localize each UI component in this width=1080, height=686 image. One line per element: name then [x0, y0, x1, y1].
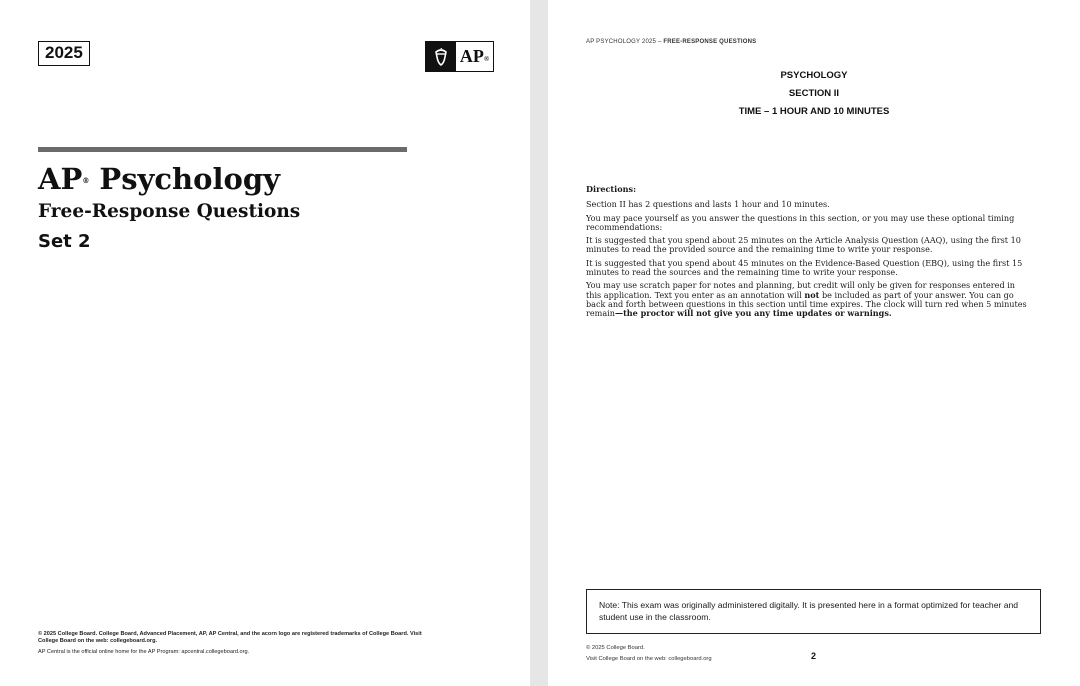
directions-label: Directions: — [586, 184, 637, 194]
directions-paragraph: Section II has 2 questions and lasts 1 hour and 10 minutes. — [586, 199, 830, 210]
directions-paragraph: It is suggested that you spend about 45 minutes on the Evidence-Based Question (EBQ), using the first 15 minutes to read the sources and the remaining time to write your response. — [586, 257, 1023, 278]
cover-subtitle: Free-Response Questions — [38, 201, 301, 222]
directions-paragraph: You may use scratch paper for notes and planning, but credit will only be given for responses entered in this application. Text you enter as an annotation will not be included as part of your answer. You can go back and forth between questions in this section until time expires. The clock will turn red when 5 minutes remain—the proctor will not give you any time updates or warnings. — [586, 280, 1027, 319]
directions-paragraph: It is suggested that you spend about 25 minutes on the Article Analysis Question (AAQ), using the first 10 minutes to read the provided source and the remaining time to write your response. — [586, 235, 1021, 255]
title-divider — [38, 147, 407, 152]
instructions-page — [548, 0, 1080, 686]
year-label: 2025 — [38, 41, 90, 66]
cover-page — [0, 0, 530, 686]
section-subject: PSYCHOLOGY — [780, 70, 848, 81]
note-box: Note: This exam was originally administered digitally. It is presented here in a format optimized for teacher and student use in the classroom. — [586, 589, 1041, 634]
cover-set-label: Set 2 — [38, 231, 91, 252]
ap-logo — [425, 41, 494, 72]
section-number: SECTION II — [788, 88, 840, 99]
acorn-icon — [426, 42, 456, 71]
cover-title: AP® Psychology — [38, 162, 280, 196]
section-time: TIME – 1 HOUR AND 10 MINUTES — [738, 106, 890, 117]
running-head: AP PSYCHOLOGY 2025 – FREE-RESPONSE QUESTIONS — [586, 39, 757, 45]
cover-footer — [38, 631, 438, 660]
cover-copyright: © 2025 College Board. College Board, Advanced Placement, AP, AP Central, and the acorn logo are registered trademarks of College Board. Visit College Board on the web: collegeboard.org. — [38, 631, 422, 644]
cover-apcentral-note: AP Central is the official online home for the AP Program: apcentral.collegeboard.org. — [38, 649, 250, 655]
directions-block — [586, 185, 1030, 323]
page-footer — [586, 643, 712, 665]
directions-paragraph: You may pace yourself as you answer the questions in this section, or you may use these optional timing recommendations: — [586, 212, 1015, 232]
footer-website: Visit College Board on the web: collegeboard.org — [586, 656, 712, 662]
ap-logo-text: AP ® — [456, 42, 493, 71]
footer-copyright: © 2025 College Board. — [586, 645, 645, 651]
page-number: 2 — [811, 651, 817, 661]
